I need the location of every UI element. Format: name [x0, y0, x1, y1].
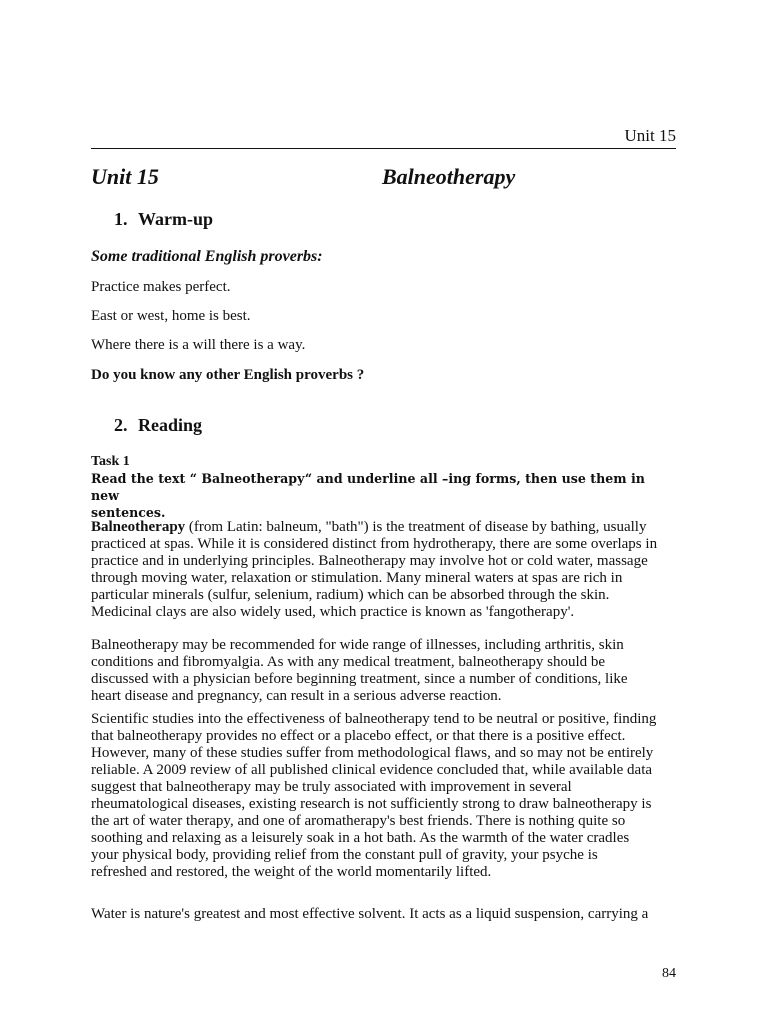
warm-up-question: Do you know any other English proverbs ? — [91, 367, 365, 383]
task-instruction — [91, 470, 676, 521]
paragraph-line: Scientific studies into the effectiveness of balneotherapy tend to be neutral or positive, finding — [91, 711, 657, 727]
task-instruction-line: sentences. — [91, 505, 166, 520]
proverb-line: Where there is a will there is a way. — [91, 337, 306, 353]
proverbs-subheading: Some traditional English proverbs: — [91, 248, 323, 265]
paragraph-line: reliable. A 2009 review of all published clinical evidence concluded that, while available data — [91, 762, 653, 778]
section-number: 1. — [114, 209, 128, 229]
paragraph-2 — [91, 637, 676, 705]
paragraph-line — [91, 519, 676, 536]
paragraph-line: suggest that balneotherapy may be truly associated with improvement in several — [91, 779, 572, 795]
paragraph-line: However, many of these studies suffer from methodological flaws, and so may not be entirely — [91, 745, 654, 761]
section-heading-text: Reading — [138, 415, 203, 435]
task-instruction-line: Read the text “ Balneotherapy“ and underline all –ing forms, then use them in new — [91, 471, 645, 503]
paragraph-line: practice and in underlying principles. Balneotherapy may involve hot or cold water, massage — [91, 553, 648, 569]
paragraph-line: Medicinal clays are also widely used, which practice is known as 'fangotherapy'. — [91, 604, 575, 620]
paragraph-1 — [91, 519, 676, 621]
paragraph-4: Water is nature's greatest and most effective solvent. It acts as a liquid suspension, carrying a — [91, 906, 649, 922]
running-head: Unit 15 — [91, 126, 676, 149]
page-title — [91, 164, 676, 192]
paragraph-line: heart disease and pregnancy, can result in a serious adverse reaction. — [91, 688, 502, 704]
proverb-line: East or west, home is best. — [91, 308, 251, 324]
proverb-line: Practice makes perfect. — [91, 279, 231, 295]
task-title: Task 1 — [91, 454, 130, 469]
paragraph-line: Balneotherapy may be recommended for wide range of illnesses, including arthritis, skin — [91, 637, 624, 653]
paragraph-3 — [91, 711, 676, 881]
section-number: 2. — [114, 415, 128, 435]
paragraph-line: refreshed and restored, the weight of the world momentarily lifted. — [91, 864, 492, 880]
paragraph-line: soothing and relaxing as a leisurely soak in a hot bath. As the warmth of the water cradles — [91, 830, 630, 846]
paragraph-line: rheumatological diseases, existing research is not sufficiently strong to draw balneotherapy is — [91, 796, 652, 812]
paragraph-line: conditions and fibromyalgia. As with any medical treatment, balneotherapy should be — [91, 654, 606, 670]
unit-title: Unit 15 — [91, 164, 159, 189]
paragraph-line: through moving water, relaxation or stimulation. Many mineral waters at spas are rich in — [91, 570, 623, 586]
paragraph-line: particular minerals (sulfur, selenium, radium) which can be absorbed through the skin. — [91, 587, 610, 603]
paragraph-line: discussed with a physician before beginning treatment, since a number of conditions, like — [91, 671, 628, 687]
section-heading-text: Warm-up — [138, 209, 214, 229]
topic-title: Balneotherapy — [382, 164, 516, 189]
section-heading-warm-up — [114, 209, 213, 230]
defined-term: Balneotherapy — [91, 519, 186, 535]
paragraph-line: that balneotherapy provides no effect or a placebo effect, or that there is a positive effect. — [91, 728, 626, 744]
paragraph-line: your physical body, providing relief from the constant pull of gravity, your psyche is — [91, 847, 598, 863]
paragraph-line-text: (from Latin: balneum, "bath") is the treatment of disease by bathing, usually — [185, 519, 647, 535]
section-heading-reading — [114, 415, 202, 436]
paragraph-line: practiced at spas. While it is considered distinct from hydrotherapy, there are some overlaps in — [91, 536, 658, 552]
page-number: 84 — [662, 966, 676, 981]
paragraph-line: the art of water therapy, and one of aromatherapy's best friends. There is nothing quite so — [91, 813, 626, 829]
